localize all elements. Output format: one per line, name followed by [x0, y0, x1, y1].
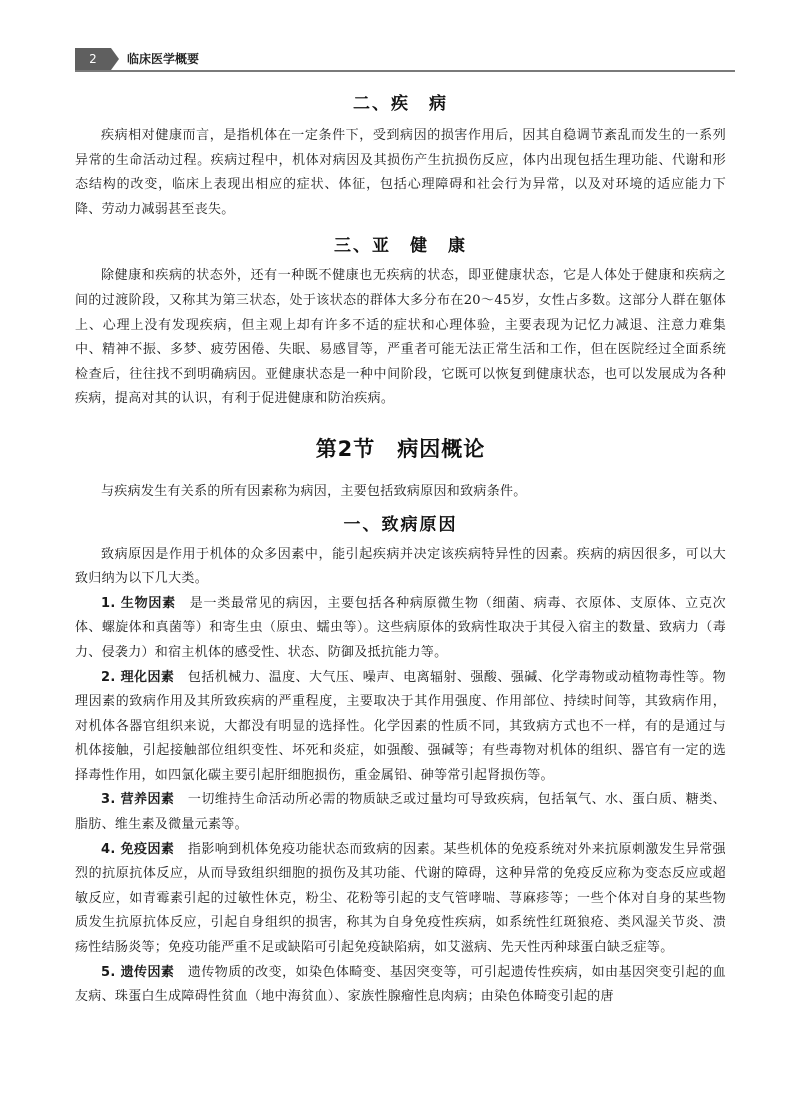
cause-text: 包括机械力、温度、大气压、噪声、电离辐射、强酸、强碱、化学毒物或动植物毒性等。物理因素的致病作用及其所致疾病的严重程度，主要取决于其作用强度、作用部位、持续时间等，其致病作用，对机体各器官组织来说，大都没有明显的选择性。化学因素的性质不同，其致病方式也不一样，有的是通过与机体接触，引起接触部位组织变性、坏死和炎症，如强酸、强碱等；有些毒物对机体的组织、器官有一定的选择毒性作用，如四氯化碳主要引起肝细胞损伤，重金属铅、砷等常引起肾损伤等。 — [75, 669, 726, 783]
page-number: 2 — [75, 48, 111, 70]
page-body — [75, 90, 726, 1010]
running-title: 临床医学概要 — [127, 52, 200, 66]
paragraph-disease: 疾病相对健康而言，是指机体在一定条件下，受到病因的损害作用后，因其自稳调节紊乱而发生的一系列异常的生命活动过程。疾病过程中，机体对病因及其损伤产生抗损伤反应，体内出现包括生理功能、代谢和形态结构的改变，临床上表现出相应的症状、体征，包括心理障碍和社会行为异常，以及对环境的适应能力下降、劳动力减弱甚至丧失。 — [75, 128, 726, 217]
cause-item — [75, 788, 726, 837]
cause-term: 2. 理化因素 — [101, 669, 175, 685]
chapter-title: 第2节 病因概论 — [315, 436, 486, 461]
paragraph-causes-intro: 致病原因是作用于机体的众多因素中，能引起疾病并决定该疾病特异性的因素。疾病的病因很多，可以大致归纳为以下几大类。 — [75, 546, 726, 587]
cause-term: 3. 营养因素 — [101, 792, 175, 808]
cause-item — [75, 666, 726, 789]
cause-text: 遗传物质的改变，如染色体畸变、基因突变等，可引起遗传性疾病，如由基因突变引起的血友病、珠蛋白生成障碍性贫血（地中海贫血）、家族性腺瘤性息肉病；由染色体畸变引起的唐 — [75, 964, 726, 1005]
cause-term: 5. 遗传因素 — [101, 964, 175, 980]
cause-text: 是一类最常见的病因，主要包括各种病原微生物（细菌、病毒、衣原体、支原体、立克次体、螺旋体和真菌等）和寄生虫（原虫、蠕虫等）。这些病原体的致病性取决于其侵入宿主的数量、致病力（毒力、侵袭力）和宿主机体的感受性、状态、防御及抵抗能力等。 — [75, 595, 726, 660]
cause-item — [75, 961, 726, 1010]
paragraph-subhealth: 除健康和疾病的状态外，还有一种既不健康也无疾病的状态，即亚健康状态，它是人体处于健康和疾病之间的过渡阶段，又称其为第三状态，处于该状态的群体大多分布在20～45岁，女性占多数。这部分人群在躯体上、心理上没有发现疾病，但主观上却有许多不适的症状和心理体验，主要表现为记忆力减退、注意力难集中、精神不振、多梦、疲劳困倦、失眠、易感冒等，严重者可能无法正常生活和工作，但在医院经过全面系统检查后，往往找不到明确病因。亚健康状态是一种中间阶段，它既可以恢复到健康状态，也可以发展成为各种疾病，提高对其的认识，有利于促进健康和防治疾病。 — [75, 268, 726, 407]
chapter-intro: 与疾病发生有关系的所有因素称为病因，主要包括致病原因和致病条件。 — [101, 483, 527, 499]
section-heading-disease: 二、疾 病 — [353, 94, 448, 114]
cause-text: 指影响到机体免疫功能状态而致病的因素。某些机体的免疫系统对外来抗原刺激发生异常强烈的抗原抗体反应，从而导致组织细胞的损伤及其功能、代谢的障碍，这种异常的免疫反应称为变态反应或超敏反应，如青霉素引起的过敏性休克，粉尘、花粉等引起的支气管哮喘、荨麻疹等；一些个体对自身的某些物质发生抗原抗体反应，引起自身组织的损害，称其为自身免疫性疾病，如系统性红斑狼疮、类风湿关节炎、溃疡性结肠炎等；免疫功能严重不足或缺陷可引起免疫缺陷病，如艾滋病、先天性丙种球蛋白缺乏症等。 — [75, 841, 726, 956]
cause-item — [75, 838, 726, 961]
section-heading-causes: 一、致病原因 — [343, 514, 458, 535]
cause-term: 4. 免疫因素 — [101, 841, 175, 857]
cause-text: 一切维持生命活动所必需的物质缺乏或过量均可导致疾病，包括氧气、水、蛋白质、糖类、脂肪、维生素及微量元素等。 — [75, 792, 726, 833]
running-header — [75, 48, 735, 70]
cause-term: 1. 生物因素 — [101, 595, 176, 611]
header-rule — [75, 70, 735, 72]
section-heading-subhealth: 三、亚 健 康 — [334, 236, 467, 257]
cause-item — [75, 592, 726, 666]
